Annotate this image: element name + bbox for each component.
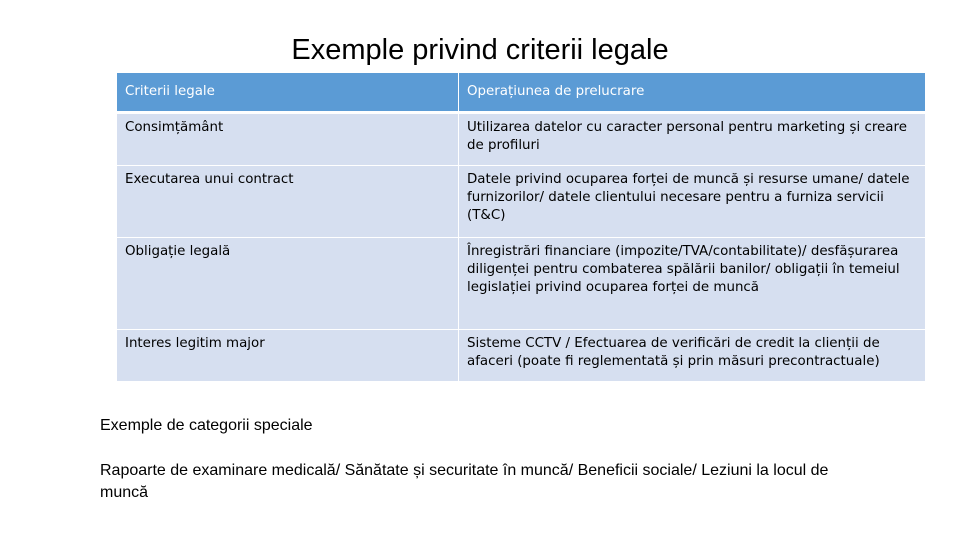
table-cell-criterion: Executarea unui contract [117, 165, 459, 237]
table-cell-operation: Sisteme CCTV / Efectuarea de verificări de credit la clienții de afaceri (poate fi reglementată și prin măsuri precontractuale) [459, 329, 925, 381]
table-header-row [117, 73, 925, 113]
table-cell-criterion: Consimțământ [117, 113, 459, 165]
special-categories-text: Rapoarte de examinare medicală/ Sănătate și securitate în muncă/ Beneficii sociale/ Leziuni la locul de muncă [100, 462, 829, 501]
slide-title: Exemple privind criterii legale [291, 34, 669, 66]
table-row [117, 165, 925, 237]
table-row [117, 113, 925, 165]
special-categories-heading: Exemple de categorii speciale [100, 417, 313, 434]
table-cell-operation: Datele privind ocuparea forței de muncă și resurse umane/ datele furnizorilor/ datele clientului necesare pentru a furniza servicii (T&C) [459, 165, 925, 237]
table-row [117, 237, 925, 329]
table-cell-operation: Utilizarea datelor cu caracter personal pentru marketing și creare de profiluri [459, 113, 925, 165]
column-header-operation: Operațiunea de prelucrare [459, 73, 925, 113]
table-cell-criterion: Interes legitim major [117, 329, 459, 381]
table-row [117, 329, 925, 381]
table-cell-operation: Înregistrări financiare (impozite/TVA/contabilitate)/ desfășurarea diligenței pentru combaterea spălării banilor/ obligații în temeiul legislației privind ocuparea forței de muncă [459, 237, 925, 329]
column-header-criteria: Criterii legale [117, 73, 459, 113]
legal-criteria-table [117, 73, 925, 381]
table-cell-criterion: Obligație legală [117, 237, 459, 329]
